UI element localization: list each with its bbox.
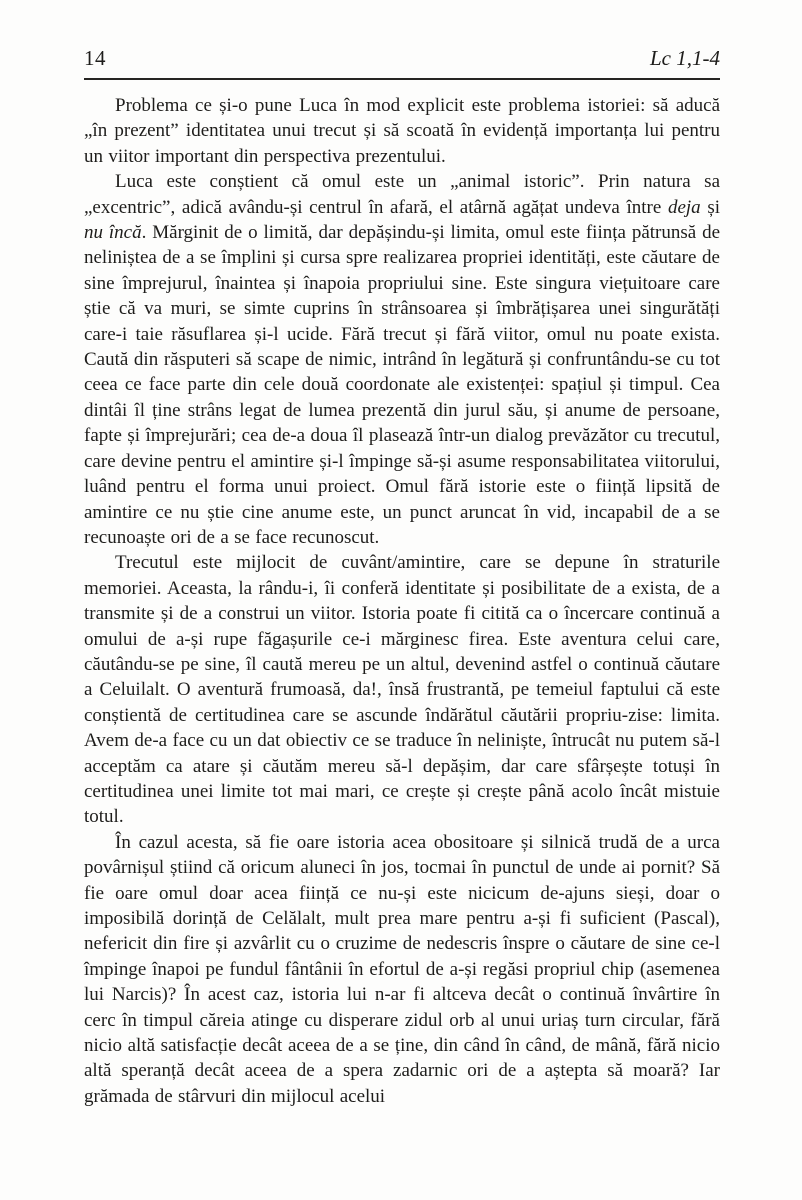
page-body xyxy=(84,80,720,1109)
page-number: 14 xyxy=(84,46,106,70)
paragraph-4: În cazul acesta, să fie oare istoria acea obositoare și silnică trudă de a urca povârnișul știind că oricum aluneci în jos, tocmai în punctul de unde ai pornit? Să fie oare omul doar acea ființă ce nu-și este nicicum de-ajuns sieși, doar o imposibilă dorință de Celălalt, mult prea mare pentru a-și fi suficient (Pascal), nefericit din fire și azvârlit cu o cruzime de nedescris înspre o căutare de sine ce-l împinge înapoi pe fundul fântânii în efortul de a-și regăsi propriul chip (asemenea lui Narcis)? În acest caz, istoria lui n-ar fi altceva decât o continuă învârtire în cerc în timpul căreia atinge cu disperare zidul orb al unui uriaș turn circular, fără nicio altă satisfacție decât aceea de a se ține, din când în când, de mână, fără nicio altă speranță decât aceea de a spera zadarnic ori de a aștepta să moară? Iar grămada de stârvuri din mijlocul acelui xyxy=(84,831,720,1107)
text-segment: . Mărginit de o limită, dar depășindu-și limita, omul este ființa pătrunsă de neliniștea de a se împlini și cursa spre realizarea propriei identități, este căutare de sine împrejurul, înaintea și înapoia propriului sine. Este singura viețuitoare care știe că va muri, se simte cuprins în strânsoarea și îmbrățișarea unei singurătăți care-i taie răsuflarea și-l ucide. Fără trecut și fără viitor, omul nu poate exista. Caută din răsputeri să scape de nimic, intrând în legătură și confruntându-se cu tot ceea ce face parte din cele două coordonate ale existenței: spațiul și timpul. Cea dintâi îl ține strâns legat de lumea prezentă din jurul său, și anume de persoane, fapte și împrejurări; cea de-a doua îl plasează într-un dialog prevăzător cu trecutul, care devine pentru el amintire și-l împinge să-și asume responsabilitatea viitorului, luând pentru el forma unui proiect. Omul fără istorie este o ființă lipsită de amintire ce nu știe cine anume este, un punct aruncat în vid, incapabil de a se recunoaște ori de a se face recunoscut. xyxy=(84,222,721,548)
paragraph-3: Trecutul este mijlocit de cuvânt/amintire, care se depune în straturile memoriei. Aceasta, la rându-i, îi conferă identitate și posibilitate de a exista, de a transmite și de a construi un viitor. Istoria poate fi citită ca o încercare continuă a omului de a-și rupe făgașurile ce-i mărginesc firea. Este aventura celui care, căutându-se pe sine, îl caută mereu pe un altul, devenind astfel o continuă căutare a Celuilalt. O aventură frumoasă, da!, însă frustrantă, pe temeiul faptului că este conștientă de certitudinea care se ascunde îndărătul căutării propriu-zise: limita. Avem de-a face cu un dat obiectiv ce se traduce în neliniște, întrucât nu putem să-l acceptăm ca atare și căutăm mereu să-l depășim, dar care sfârșește totuși în certitudinea unei limite tot mai mari, ce crește și crește până acolo încât mistuie totul. xyxy=(84,552,720,828)
paragraph-1: Problema ce și-o pune Luca în mod explicit este problema istoriei: să aducă „în prezent” identitatea unui trecut și să scoată în evidență importanța lui pentru un viitor important din perspectiva prezentului. xyxy=(84,95,720,167)
emphasized-term-deja: deja xyxy=(667,196,701,218)
text-segment: și xyxy=(700,196,720,218)
paragraph-2 xyxy=(84,169,720,550)
text-segment: Luca este conștient că omul este un „animal istoric”. Prin natura sa „excentric”, adică avându-și centrul în afară, el atârnă agățat undeva între xyxy=(84,171,720,218)
running-head-reference: Lc 1,1-4 xyxy=(650,46,720,70)
emphasized-term-nu-inca: nu încă xyxy=(84,222,142,244)
running-header xyxy=(84,45,720,80)
